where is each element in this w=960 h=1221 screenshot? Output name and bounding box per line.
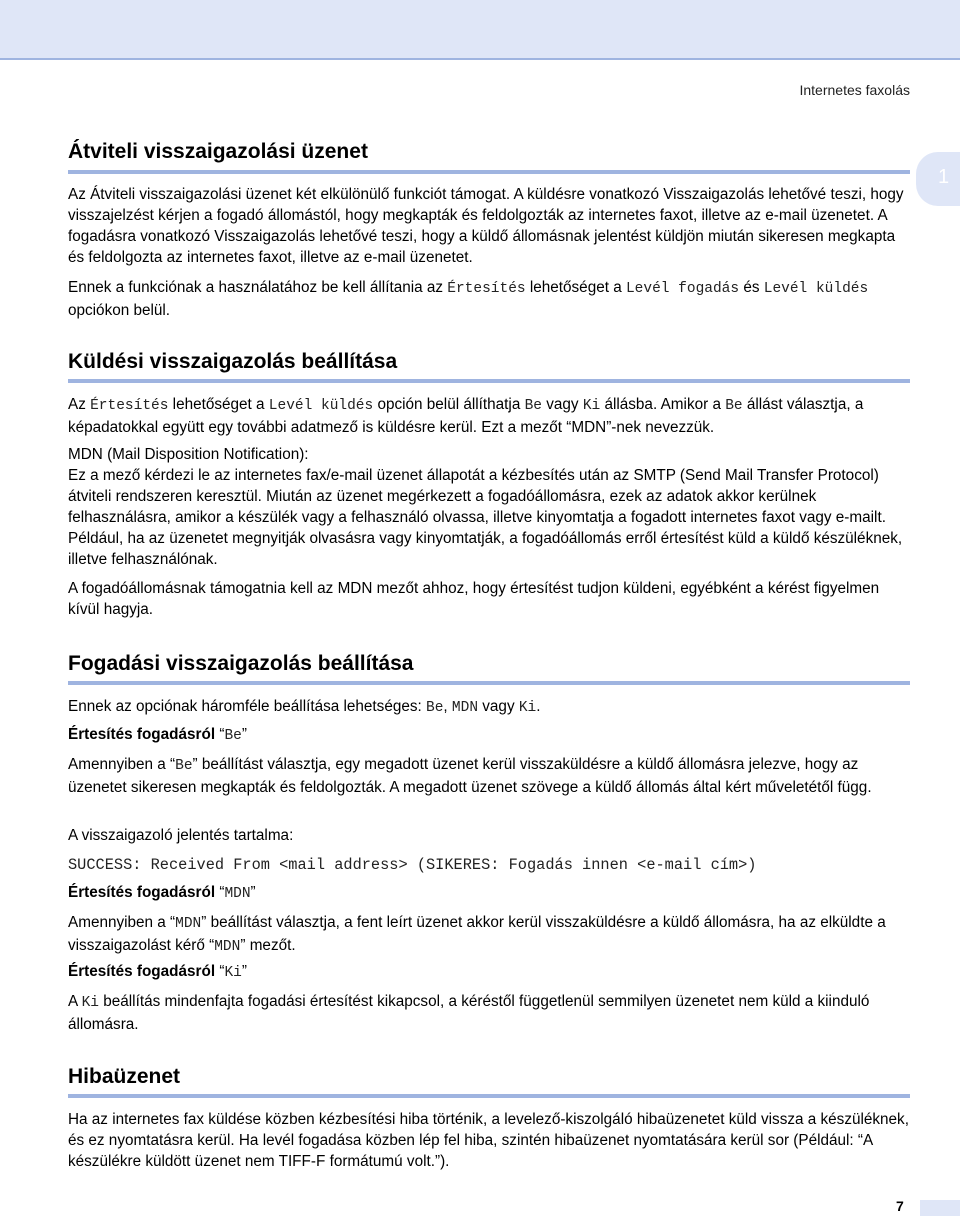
section-title-transmission-verification: Átviteli visszaigazolási üzenet: [68, 140, 368, 163]
section-title-send-verification: Küldési visszaigazolás beállítása: [68, 350, 398, 373]
page-number: 7: [896, 1198, 904, 1214]
running-header-title: Internetes faxolás: [799, 82, 910, 98]
paragraph: A visszaigazoló jelentés tartalma:: [68, 827, 294, 844]
paragraph: Ennek a funkciónak a használatához be kell állítania az Értesítés lehetőséget a Levél fogadás és Levél küldés opciókon belül.: [68, 279, 869, 319]
section-rule: [68, 1094, 910, 1098]
footer-band: [920, 1200, 960, 1216]
report-example: SUCCESS: Received From <mail address> (SIKERES: Fogadás innen <e-mail cím>): [68, 856, 757, 874]
paragraph: Ha az internetes fax küldése közben kézbesítési hiba történik, a levelező-kiszolgáló hibaüzenetet küld vissza a készüléknek, és ez nyomtatásra kerül. Ha levél fogadása közben lép fel hiba, szintén hibaüzenet nyomtatására kerül sor (Például: “A készülékre küldött üzenet nem TIFF-F formátumú volt.”).: [68, 1111, 909, 1170]
section-title-receive-verification: Fogadási visszaigazolás beállítása: [68, 652, 414, 675]
section-title-error-message: Hibaüzenet: [68, 1065, 181, 1088]
paragraph: Az Átviteli visszaigazolási üzenet két elkülönülő funkciót támogat. A küldésre vonatkozó Visszaigazolás lehetővé teszi, hogy visszajelzést kérjen a fogadó állomástól, hogy megkapták és feldolgozták az internetes faxot, illetve az e-mail üzenetet. A fogadásra vonatkozó Visszaigazolás lehetővé teszi, hogy a küldő állomásnak jelentést küldjön miután sikeresen megkapta és feldolgozta az internetes faxot, illetve az e-mail üzenetet.: [68, 186, 904, 266]
paragraph: Ez a mező kérdezi le az internetes fax/e-mail üzenet állapotát a kézbesítés után az SMTP (Send Mail Transfer Protocol) átviteli rendszeren keresztül. Miután az üzenet megérkezett a fogadóállomásra, ezek az adatok akkor kerülnek felhasználásra, amikor a készülék vagy a felhasználó olvassa, illetve kinyomtatja a fogadott internetes faxot vagy e-mailt. Például, ha az üzenetet megnyitják olvasásra vagy kinyomtatják, a fogadóállomás erről értesítést küld a küldő készüléknek, illetve felhasználónak.: [68, 467, 903, 568]
option-heading-ki: Értesítés fogadásról “Ki”: [68, 963, 247, 981]
paragraph: A fogadóállomásnak támogatnia kell az MDN mezőt ahhoz, hogy értesítést tudjon küldeni, egyébként a kérést figyelmen kívül hagyja.: [68, 580, 880, 618]
option-heading-mdn: Értesítés fogadásról “MDN”: [68, 884, 256, 902]
section-rule: [68, 681, 910, 685]
paragraph: Ennek az opciónak háromféle beállítása lehetséges: Be, MDN vagy Ki.: [68, 698, 541, 716]
paragraph: Amennyiben a “Be” beállítást választja, egy megadott üzenet kerül visszaküldésre a küldő állomásra jelezve, hogy az üzenetet sikeresen megkapták és feldolgozták. A megadott üzenet szövege a küldő állomás által kért műveletétől függ.: [68, 756, 872, 796]
section-rule: [68, 379, 910, 383]
chapter-tab: [916, 152, 960, 206]
section-rule: [68, 170, 910, 174]
mdn-definition-title: MDN (Mail Disposition Notification):: [68, 446, 309, 463]
paragraph: Amennyiben a “MDN” beállítást választja, a fent leírt üzenet akkor kerül visszaküldésre a küldő állomásra, ha az elküldte a visszaigazolást kérő “MDN” mezőt.: [68, 914, 886, 955]
top-header-band: [0, 0, 960, 60]
paragraph: Az Értesítés lehetőséget a Levél küldés opción belül állíthatja Be vagy Ki állásba. Amikor a Be állást választja, a képadatokkal együtt egy további adatmező is küldésre kerül. Ezt a mezőt “MDN”-nek nevezzük.: [68, 396, 864, 436]
chapter-number: 1: [938, 166, 950, 188]
option-heading-be: Értesítés fogadásról “Be”: [68, 726, 247, 744]
paragraph: A Ki beállítás mindenfajta fogadási értesítést kikapcsol, a kéréstől függetlenül semmilyen üzenetet nem küld a kiinduló állomásra.: [68, 993, 870, 1033]
